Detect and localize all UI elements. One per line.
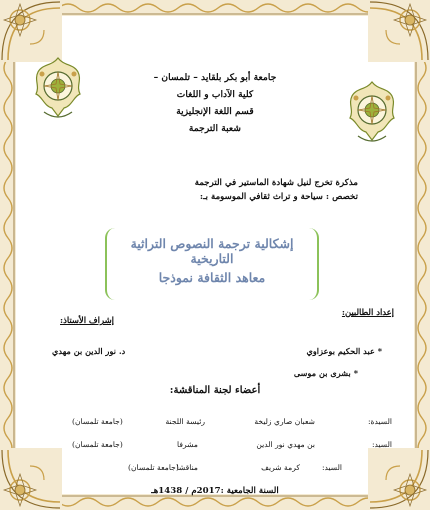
faculty-name: كلية الآداب و اللغات: [176, 89, 254, 100]
student-name: * بشرى بن موسى: [293, 368, 358, 378]
thesis-title: إشكالية ترجمة النصوص التراثية التاريخية: [130, 236, 294, 266]
ornament-border-bottom: [58, 494, 372, 510]
bullet: *: [353, 368, 358, 378]
jury-honorific: السيد:: [321, 463, 342, 472]
ornament-border-top: [58, 0, 372, 16]
jury-name: شعبان صاري زليخة: [254, 417, 315, 426]
ornament-corner-top-right: [368, 0, 430, 62]
ornament-corner-bottom-right: [368, 448, 430, 510]
supervisor-label: إشراف الأستاذ:: [60, 315, 114, 325]
jury-role: مشرفا: [177, 440, 198, 449]
jury-affiliation: (جامعة تلمسان): [72, 417, 123, 426]
branch-name: شعبة الترجمة: [188, 123, 242, 134]
jury-name: كرمة شريف: [261, 463, 300, 472]
institution-header: [0, 69, 430, 137]
jury-role: مناقشا: [176, 463, 198, 472]
ornament-corner-top-left: [0, 0, 62, 62]
memo-description: [195, 176, 358, 204]
jury-role: رئيسة اللجنة: [165, 417, 205, 426]
jury-honorific: السيد:: [371, 440, 392, 449]
bullet: *: [377, 346, 382, 356]
thesis-title-box: [105, 228, 319, 300]
jury-honorific: السيدة:: [367, 417, 392, 426]
university-name: جامعة أبو بكر بلقايد – تلمسان –: [153, 72, 277, 83]
jury-title: أعضاء لجنة المناقشة:: [169, 385, 261, 396]
memo-specialty-line: تخصص : سياحة و تراث ثقافي الموسومة بـ:: [199, 192, 358, 202]
student-name: * عبد الحكيم بوعزاوي: [306, 346, 382, 356]
academic-year: السنة الجامعية :2017م / 1438هـ: [151, 486, 279, 496]
department-name: قسم اللغة الإنجليزية: [176, 106, 254, 117]
thesis-subtitle: معاهد الثقافة نموذجا: [158, 270, 266, 285]
jury-name: بن مهدي نور الدين: [256, 440, 315, 449]
memo-degree-line: مذكرة تخرج لنيل شهادة الماستير في الترجمة: [194, 178, 358, 188]
jury-affiliation: (جامعة تلمسان): [72, 440, 123, 449]
ornament-corner-bottom-left: [0, 448, 62, 510]
jury-affiliation: (جامعة تلمسان): [128, 463, 179, 472]
students-label: إعداد الطالبين:: [341, 307, 394, 317]
supervisor-name: د. نور الدين بن مهدي: [52, 346, 126, 356]
